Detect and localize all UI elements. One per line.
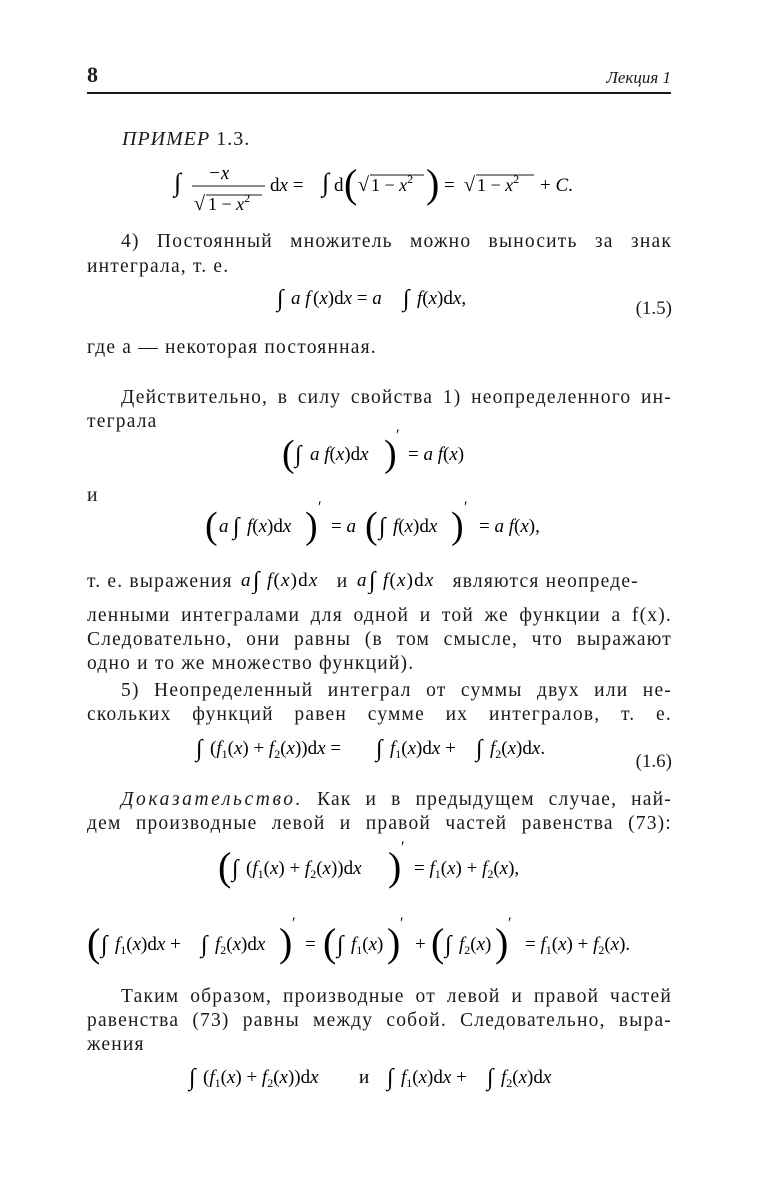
svg-text:∫: ∫ — [232, 856, 239, 882]
svg-text:): ) — [426, 161, 440, 206]
svg-text:f(x)dx: f(x)dx — [247, 516, 292, 537]
equation-number-1-5: (1.5) — [635, 298, 672, 319]
formula-derivative-2-graphic — [205, 500, 565, 552]
formula-final-graphic — [187, 1061, 587, 1097]
svg-text:∫: ∫ — [387, 1065, 394, 1091]
svg-text:∫: ∫ — [368, 568, 377, 594]
svg-text:=: = — [444, 175, 455, 196]
formula-1-6 — [194, 732, 574, 768]
svg-text:(x)dx = a: (x)dx = a — [313, 288, 382, 309]
svg-text:): ) — [305, 505, 318, 547]
formula-final — [187, 1061, 587, 1097]
svg-text:(: ( — [365, 505, 378, 547]
formula-example — [170, 155, 590, 219]
inline-integral-1 — [239, 566, 331, 594]
svg-text:a: a — [356, 570, 368, 591]
svg-text:a f(x)dx: a f(x)dx — [310, 444, 369, 465]
proof-line2: дем производные левой и правой частей равенства (73): — [87, 813, 672, 834]
svg-text:√: √ — [358, 174, 369, 196]
formula-derivative-4 — [87, 916, 667, 970]
paragraph-te-line2: ленными интегралами для одной и той же функции a f(x). — [87, 605, 672, 626]
svg-text:∫: ∫ — [487, 1065, 494, 1091]
final-line3: жения — [87, 1034, 145, 1055]
svg-text:и: и — [359, 1067, 370, 1088]
formula-derivative-2 — [205, 500, 565, 552]
svg-text:= a f(x),: = a f(x), — [479, 516, 540, 537]
svg-text:∫: ∫ — [252, 568, 261, 594]
svg-text:∫: ∫ — [476, 736, 483, 762]
svg-text:∫: ∫ — [337, 932, 344, 958]
svg-text:′: ′ — [401, 839, 405, 856]
svg-text:d: d — [334, 175, 344, 196]
svg-text:∫: ∫ — [379, 514, 386, 540]
svg-text:a f: a f — [291, 288, 311, 309]
svg-text:∫: ∫ — [201, 932, 208, 958]
svg-text:a: a — [219, 516, 229, 537]
svg-text:(: ( — [87, 920, 101, 965]
svg-text:f(x)dx,: f(x)dx, — [417, 288, 467, 309]
paragraph-4-after — [87, 336, 672, 360]
svg-text:1 − x2: $1 - x^2$ — [371, 172, 414, 195]
svg-text:−x: −x — [208, 163, 230, 184]
svg-text:∫: ∫ — [196, 736, 203, 762]
svg-text:+ C.: + C. — [540, 175, 573, 196]
svg-text:): ) — [495, 920, 509, 965]
svg-text:∫: ∫ — [277, 286, 284, 312]
final-line1: Таким образом, производные от левой и правой частей — [121, 986, 672, 1007]
svg-text:∫: ∫ — [295, 442, 302, 468]
paragraph-4-line1: 4) Постоянный множитель можно выносить за знак — [121, 231, 672, 252]
svg-text:dx =: dx = — [270, 175, 304, 196]
proof-label: Доказательство. — [121, 789, 304, 810]
svg-text:+: + — [415, 934, 426, 955]
svg-text:√: √ — [194, 193, 205, 215]
svg-text:f(x)dx: f(x)dx — [382, 570, 435, 591]
page-number: 8 — [87, 62, 98, 87]
running-head: Лекция 1 — [606, 68, 671, 87]
paragraph-te-line1 — [87, 566, 672, 594]
svg-text:= a f(x): = a f(x) — [408, 444, 465, 465]
svg-text:f2(x): $f_2(x)$ — [459, 934, 492, 957]
page-header — [87, 60, 671, 94]
formula-derivative-1-graphic — [282, 428, 492, 480]
inline-integral-2 — [355, 566, 447, 594]
svg-text:∫: ∫ — [101, 932, 108, 958]
paragraph-te-line4: одно и то же множество функций). — [87, 653, 415, 674]
formula-1-5 — [275, 282, 495, 318]
svg-text:(: ( — [431, 920, 445, 965]
svg-text:(: ( — [344, 161, 358, 206]
svg-text:′: ′ — [292, 915, 296, 932]
svg-text:): ) — [384, 433, 397, 475]
formula-derivative-3 — [218, 840, 548, 894]
paragraph-5-line2: скольких функций равен сумме их интегралов, т. е. — [87, 704, 672, 725]
svg-text:): ) — [451, 505, 464, 547]
proof-line1 — [87, 788, 672, 812]
example-number: 1.3. — [216, 128, 251, 150]
svg-text:f(x)dx: f(x)dx — [393, 516, 438, 537]
formula-1-5-graphic — [275, 282, 495, 318]
and-word-1: и — [87, 485, 99, 506]
svg-text:f1(x): $f_1(x)$ — [351, 934, 384, 957]
svg-text:= f1(x) + f2(x).: = $f_1(x) + f_2(x)$. — [525, 934, 631, 957]
svg-text:∫: ∫ — [233, 514, 240, 540]
paragraph-4-after-text: где a — некоторая постоянная. — [87, 337, 377, 358]
svg-text:(f1(x) + f2(x))dx: $(f_1(x) + f_2(x))dx$ — [203, 1067, 319, 1090]
te-start: т. е. выражения — [87, 571, 233, 592]
svg-text:f1(x)dx +: $f_1(x)dx$ + — [390, 738, 456, 761]
proof-line1-rest: Как и в предыдущем случае, най- — [317, 789, 672, 810]
svg-text:∫: ∫ — [445, 932, 452, 958]
formula-1-6-graphic — [194, 732, 574, 768]
svg-text:(: ( — [323, 920, 337, 965]
svg-text:′: ′ — [396, 427, 400, 444]
svg-text:): ) — [279, 920, 293, 965]
svg-text:(f1(x) + f2(x))dx =: $(f_1(x) + f_2(x))dx$ = — [210, 738, 342, 761]
svg-text:′: ′ — [508, 915, 512, 932]
svg-text:): ) — [387, 920, 401, 965]
svg-text:(: ( — [218, 844, 232, 889]
formula-derivative-1 — [282, 428, 492, 480]
svg-text:∫: ∫ — [403, 286, 410, 312]
svg-text:f(x)dx: f(x)dx — [266, 570, 319, 591]
example-title — [122, 128, 250, 151]
svg-text:f2(x)dx: $f_2(x)dx$ — [501, 1067, 552, 1090]
svg-text:f2(x)dx: $f_2(x)dx$ — [215, 934, 266, 957]
paragraph-indeed-line1: Действительно, в силу свойства 1) неопределенного ин- — [121, 387, 672, 408]
svg-text:∫: ∫ — [189, 1065, 196, 1091]
svg-text:(f1(x) + f2(x))dx: $(f_1(x) + f_2(x))dx$ — [246, 858, 362, 881]
paragraph-indeed-line2: теграла — [87, 411, 158, 432]
te-end: являются неопреде- — [452, 571, 639, 592]
final-line2: равенства (73) равны между собой. Следовательно, выра- — [87, 1010, 672, 1031]
svg-text:f1(x)dx +: $f_1(x)dx$ + — [401, 1067, 467, 1090]
svg-text:∫: ∫ — [174, 168, 182, 197]
svg-text:∫: ∫ — [376, 736, 383, 762]
svg-text:= f1(x) + f2(x),: = $f_1(x) + f_2(x)$, — [414, 858, 520, 881]
formula-example-graphic — [170, 155, 590, 219]
formula-derivative-4-graphic — [87, 916, 667, 970]
svg-text:′: ′ — [318, 499, 322, 516]
svg-text:∫: ∫ — [322, 168, 330, 197]
svg-text:f2(x)dx.: $f_2(x)dx$. — [490, 738, 546, 761]
example-label: ПРИМЕР — [122, 128, 211, 150]
svg-text:(: ( — [205, 505, 218, 547]
paragraph-4-line2: интеграла, т. е. — [87, 256, 230, 277]
formula-derivative-3-graphic — [218, 840, 548, 894]
equation-number-1-6: (1.6) — [635, 751, 672, 772]
svg-text:a: a — [240, 570, 252, 591]
svg-text:(: ( — [282, 433, 295, 475]
svg-text:=: = — [305, 934, 316, 955]
paragraph-5-line1: 5) Неопределенный интеграл от суммы двух или не- — [121, 680, 672, 701]
svg-text:′: ′ — [464, 499, 468, 516]
te-mid: и — [336, 571, 349, 592]
svg-text:1 − x2: $1 - x^2$ — [208, 191, 251, 214]
svg-text:f1(x)dx +: $f_1(x)dx$ + — [115, 934, 181, 957]
svg-text:): ) — [388, 844, 402, 889]
svg-text:′: ′ — [400, 915, 404, 932]
svg-text:√: √ — [464, 174, 475, 196]
paragraph-te-line3: Следовательно, они равны (в том смысле, что выражают — [87, 629, 672, 650]
svg-text:= a: = a — [331, 516, 356, 537]
svg-text:1 − x2: $1 - x^2$ — [477, 172, 520, 195]
